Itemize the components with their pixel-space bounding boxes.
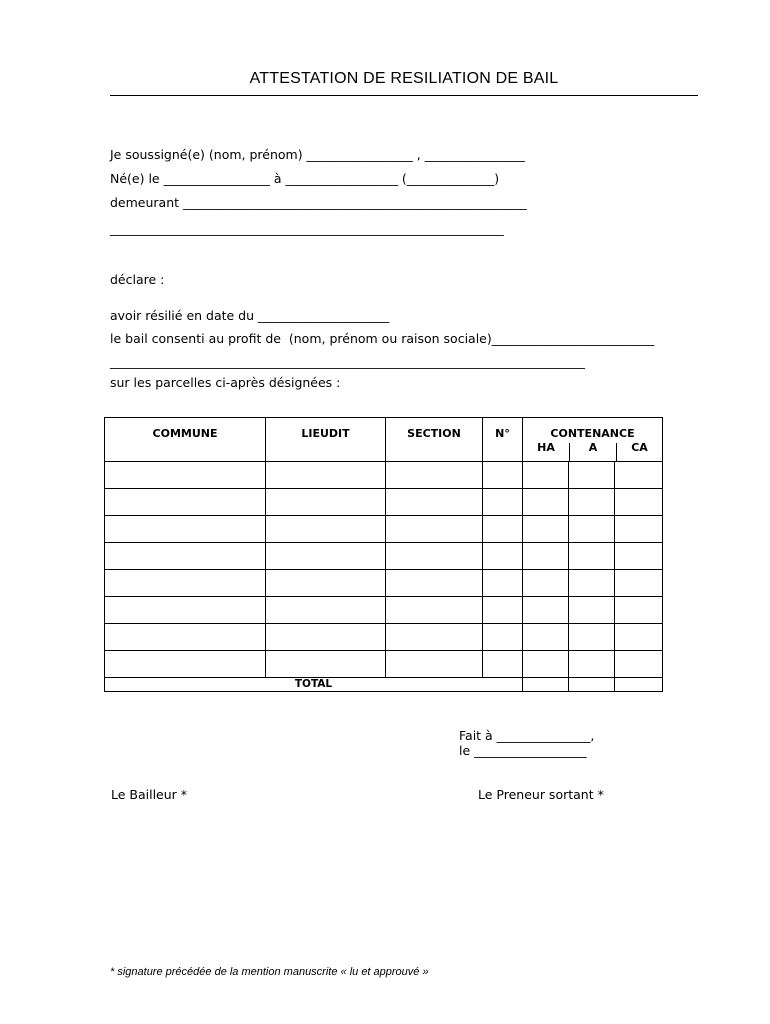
numero-cell[interactable] xyxy=(483,543,523,570)
lieudit-cell[interactable] xyxy=(266,489,386,516)
a-cell[interactable] xyxy=(569,597,615,624)
adresse-blank-line: _______________________________________________________________ xyxy=(110,221,504,236)
ca-cell[interactable] xyxy=(615,597,663,624)
demeurant-line: demeurant _______________________________________________________ xyxy=(110,195,527,210)
bail-beneficiaire-line: le bail consenti au profit de (nom, prénom ou raison sociale)__________________________ xyxy=(110,331,655,346)
a-cell[interactable] xyxy=(569,570,615,597)
commune-cell[interactable] xyxy=(105,624,266,651)
a-cell[interactable] xyxy=(569,543,615,570)
section-cell[interactable] xyxy=(386,597,483,624)
section-cell[interactable] xyxy=(386,624,483,651)
parcel-rows xyxy=(105,462,663,678)
fait-a-line: Fait à _______________, xyxy=(459,728,595,743)
lieudit-cell[interactable] xyxy=(266,624,386,651)
ca-cell[interactable] xyxy=(615,462,663,489)
commune-cell[interactable] xyxy=(105,543,266,570)
a-cell[interactable] xyxy=(569,489,615,516)
section-cell[interactable] xyxy=(386,651,483,678)
table-row xyxy=(105,597,663,624)
numero-cell[interactable] xyxy=(483,570,523,597)
a-header: A xyxy=(570,443,617,461)
numero-cell[interactable] xyxy=(483,597,523,624)
numero-cell[interactable] xyxy=(483,489,523,516)
lieudit-cell[interactable] xyxy=(266,651,386,678)
ca-cell[interactable] xyxy=(615,624,663,651)
declare-label: déclare : xyxy=(110,272,165,287)
total-ca-cell[interactable] xyxy=(615,678,663,692)
resiliation-date-line: avoir résilié en date du _____________________ xyxy=(110,308,390,323)
ha-cell[interactable] xyxy=(523,543,569,570)
table-row xyxy=(105,516,663,543)
title-divider xyxy=(110,95,698,96)
total-label: TOTAL xyxy=(105,678,523,692)
numero-cell[interactable] xyxy=(483,624,523,651)
commune-cell[interactable] xyxy=(105,597,266,624)
ha-cell[interactable] xyxy=(523,651,569,678)
ha-cell[interactable] xyxy=(523,489,569,516)
table-row xyxy=(105,543,663,570)
soussigne-line: Je soussigné(e) (nom, prénom) _________________ , ________________ xyxy=(110,147,525,162)
ha-header: HA xyxy=(523,443,570,461)
section-cell[interactable] xyxy=(386,489,483,516)
a-cell[interactable] xyxy=(569,624,615,651)
parcelles-intro: sur les parcelles ci-après désignées : xyxy=(110,375,341,390)
numero-cell[interactable] xyxy=(483,462,523,489)
section-cell[interactable] xyxy=(386,516,483,543)
a-cell[interactable] xyxy=(569,516,615,543)
ca-cell[interactable] xyxy=(615,516,663,543)
naissance-line: Né(e) le _________________ à __________________ (______________) xyxy=(110,171,500,186)
section-cell[interactable] xyxy=(386,543,483,570)
lieudit-cell[interactable] xyxy=(266,462,386,489)
ca-cell[interactable] xyxy=(615,489,663,516)
numero-cell[interactable] xyxy=(483,651,523,678)
table-row xyxy=(105,624,663,651)
commune-cell[interactable] xyxy=(105,489,266,516)
commune-cell[interactable] xyxy=(105,462,266,489)
ha-cell[interactable] xyxy=(523,597,569,624)
lieudit-cell[interactable] xyxy=(266,543,386,570)
total-row xyxy=(105,678,663,692)
footnote: * signature précédée de la mention manuscrite « lu et approuvé » xyxy=(110,966,429,978)
beneficiaire-blank-line: ____________________________________________________________________________ xyxy=(110,354,585,369)
ha-cell[interactable] xyxy=(523,624,569,651)
numero-cell[interactable] xyxy=(483,516,523,543)
commune-cell[interactable] xyxy=(105,516,266,543)
lieudit-cell[interactable] xyxy=(266,570,386,597)
lieudit-header: LIEUDIT xyxy=(266,418,386,462)
table-row xyxy=(105,462,663,489)
contenance-header: CONTENANCE xyxy=(550,427,635,440)
ha-cell[interactable] xyxy=(523,462,569,489)
a-cell[interactable] xyxy=(569,462,615,489)
page-title: ATTESTATION DE RESILIATION DE BAIL xyxy=(249,70,559,87)
ha-cell[interactable] xyxy=(523,516,569,543)
section-header: SECTION xyxy=(386,418,483,462)
total-ha-cell[interactable] xyxy=(523,678,569,692)
section-cell[interactable] xyxy=(386,570,483,597)
numero-header: N° xyxy=(483,418,523,462)
total-a-cell[interactable] xyxy=(569,678,615,692)
ca-header: CA xyxy=(631,441,648,454)
lieudit-cell[interactable] xyxy=(266,516,386,543)
lieudit-cell[interactable] xyxy=(266,597,386,624)
ha-cell[interactable] xyxy=(523,570,569,597)
ca-cell[interactable] xyxy=(615,543,663,570)
table-row xyxy=(105,489,663,516)
ca-cell[interactable] xyxy=(615,570,663,597)
section-cell[interactable] xyxy=(386,462,483,489)
contenance-header-group xyxy=(523,418,663,462)
fait-le-line: le __________________ xyxy=(459,743,587,758)
table-row xyxy=(105,570,663,597)
table-row xyxy=(105,651,663,678)
a-cell[interactable] xyxy=(569,651,615,678)
contenance-subheaders xyxy=(523,443,662,461)
ca-cell[interactable] xyxy=(615,651,663,678)
commune-cell[interactable] xyxy=(105,651,266,678)
preneur-signature-label: Le Preneur sortant * xyxy=(478,787,604,802)
parcels-table xyxy=(104,417,663,692)
commune-header: COMMUNE xyxy=(105,418,266,462)
commune-cell[interactable] xyxy=(105,570,266,597)
bailleur-signature-label: Le Bailleur * xyxy=(111,787,188,802)
